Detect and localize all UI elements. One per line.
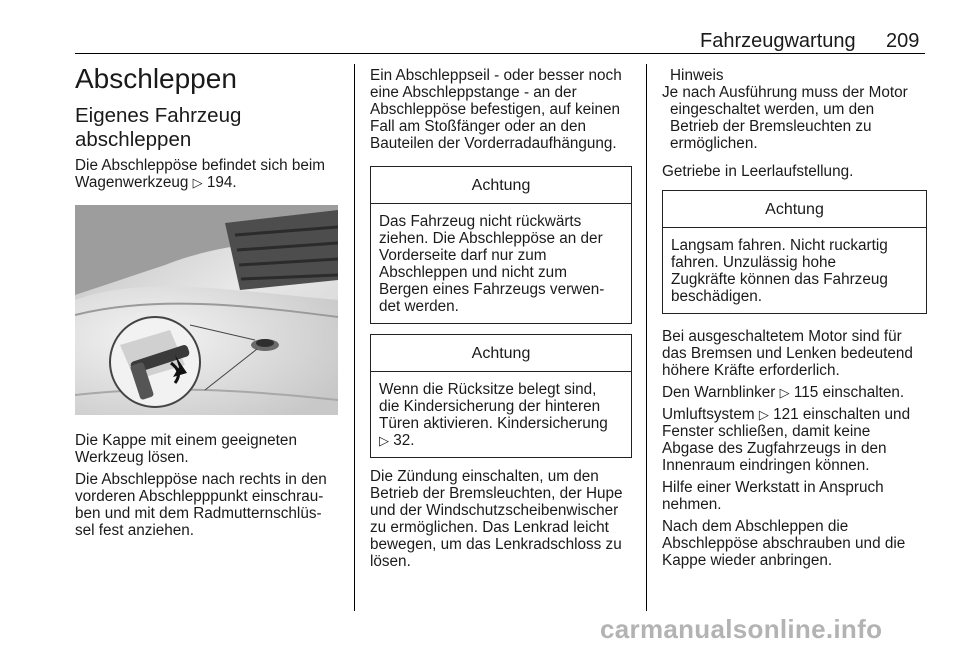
warning-title: Achtung — [663, 191, 926, 228]
page-header-title: Fahrzeugwartung — [700, 30, 856, 52]
towing-eye-illustration — [75, 205, 338, 415]
column-3 — [662, 67, 927, 574]
warning-box — [662, 190, 927, 314]
subheading-line: Eigenes Fahrzeug — [75, 104, 242, 127]
warning-title: Achtung — [371, 167, 631, 204]
subsection-heading — [75, 104, 241, 152]
paragraph: Den Warnblinker ▷ 115 einschalten. — [662, 384, 905, 401]
warning-body: Langsam fahren. Nicht ruckartig fahren. Unzulässig hohe Zugkräfte können das Fahrzeug beschädigen. — [671, 237, 888, 305]
paragraph: Hilfe einer Werkstatt in Anspruch nehmen. — [662, 479, 884, 513]
warning-title: Achtung — [371, 335, 631, 372]
paragraph: Umluftsystem ▷ 121 einschalten und Fenster schließen, damit keine Abgase des Zugfahrzeugs in den Innenraum eindringen können. — [662, 406, 911, 474]
page-number: 209 — [886, 30, 920, 52]
section-heading: Abschleppen — [75, 63, 237, 94]
paragraph: Die Zündung einschalten, um den Betrieb der Bremsleuchten, der Hupe und der Windschutzscheibenwischer zu ermöglichen. Das Lenkrad leicht bewegen, um das Lenkradschloss zu lösen. — [370, 468, 623, 570]
header-rule — [75, 53, 925, 54]
text-line: Wagenwerkzeug ▷ 194. — [75, 174, 237, 191]
warning-body: Wenn die Rücksitze belegt sind, die Kindersicherung der hinteren Türen aktivieren. Kindersicherung ▷ 32. — [379, 381, 608, 449]
hint-note: Hinweis Je nach Ausführung muss der Motor eingeschaltet werden, um den Betrieb der Bremsleuchten zu ermöglichen. — [662, 67, 927, 152]
triangle-ref-icon: ▷ — [192, 175, 203, 190]
subheading-line: abschleppen — [75, 128, 192, 151]
column-1-intro — [75, 157, 345, 191]
column-divider-1 — [354, 64, 355, 611]
triangle-ref-icon: ▷ — [758, 407, 769, 422]
paragraph: Bei ausgeschaltetem Motor sind für das Bremsen und Lenken bedeutend höhere Kräfte erforderlich. — [662, 328, 913, 379]
text-line: Die Abschleppöse befindet sich beim — [75, 157, 326, 174]
column-divider-2 — [646, 64, 647, 611]
triangle-ref-icon: ▷ — [379, 433, 389, 448]
column-2 — [370, 67, 632, 575]
paragraph: Nach dem Abschleppen die Abschleppöse abschrauben und die Kappe wieder anbringen. — [662, 518, 906, 569]
triangle-ref-icon: ▷ — [779, 385, 790, 400]
paragraph: Ein Abschleppseil - oder besser noch eine Abschleppstange - an der Abschleppöse befestigen, auf keinen Fall am Stoßfänger oder an den Bauteilen der Vorderradaufhängung. — [370, 67, 622, 152]
warning-box — [370, 334, 632, 458]
hint-label: Hinweis — [670, 67, 724, 84]
paragraph: Getriebe in Leerlaufstellung. — [662, 163, 854, 180]
column-1-captions — [75, 432, 350, 544]
caption-2: Die Abschleppöse nach rechts in den vorderen Abschlepppunkt einschrau- ben und mit dem Radmutternschlüs- sel fest anziehen. — [75, 471, 327, 539]
warning-box — [370, 166, 632, 324]
warning-body: Das Fahrzeug nicht rückwärts ziehen. Die Abschleppöse an der Vorderseite darf nur zum Abschleppen und nicht zum Bergen eines Fahrzeugs verwen- det werden. — [379, 213, 605, 315]
watermark: carmanualsonline.info — [600, 614, 883, 644]
caption-1: Die Kappe mit einem geeigneten Werkzeug lösen. — [75, 432, 297, 466]
